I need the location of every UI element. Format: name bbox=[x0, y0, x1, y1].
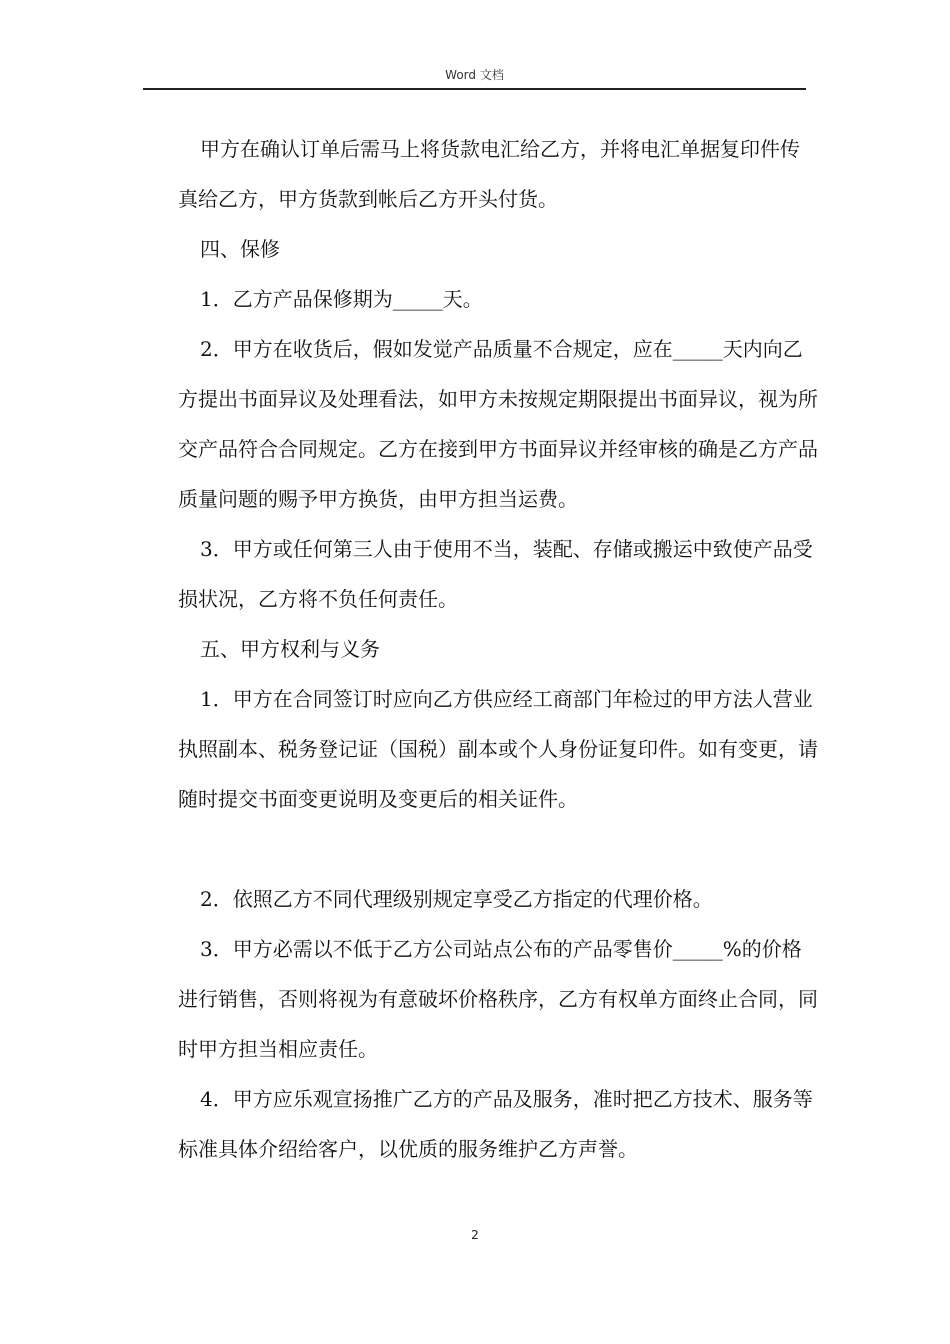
paragraph-warranty-3: 3．甲方或任何第三人由于使用不当，装配、存储或搬运中致使产品受损状况，乙方将不负任何责任。 bbox=[178, 537, 813, 611]
paragraph-payment: 甲方在确认订单后需马上将货款电汇给乙方，并将电汇单据复印件传真给乙方，甲方货款到帐后乙方开头付货。 bbox=[178, 137, 800, 211]
blank-line bbox=[178, 824, 818, 874]
page-header bbox=[143, 64, 806, 90]
header-title: Word 文档 bbox=[445, 68, 504, 82]
paragraph-rights-1: 1．甲方在合同签订时应向乙方供应经工商部门年检过的甲方法人营业执照副本、税务登记证（国税）副本或个人身份证复印件。如有变更，请随时提交书面变更说明及变更后的相关证件。 bbox=[178, 687, 818, 811]
section-heading-party-a-rights: 五、甲方权利与义务 bbox=[200, 637, 380, 661]
paragraph-rights-2: 2．依照乙方不同代理级别规定享受乙方指定的代理价格。 bbox=[200, 887, 713, 911]
paragraph-warranty-1: 1．乙方产品保修期为_____天。 bbox=[200, 287, 483, 311]
paragraph-rights-3: 3．甲方必需以不低于乙方公司站点公布的产品零售价_____%的价格进行销售，否则将视为有意破坏价格秩序，乙方有权单方面终止合同，同时甲方担当相应责任。 bbox=[178, 937, 818, 1061]
section-heading-warranty: 四、保修 bbox=[200, 237, 280, 261]
page-number: 2 bbox=[471, 1228, 479, 1242]
paragraph-rights-4: 4．甲方应乐观宣扬推广乙方的产品及服务，准时把乙方技术、服务等标准具体介绍给客户，以优质的服务维护乙方声誉。 bbox=[178, 1087, 813, 1161]
document-body bbox=[178, 124, 818, 1174]
paragraph-warranty-2: 2．甲方在收货后，假如发觉产品质量不合规定，应在_____天内向乙方提出书面异议及处理看法，如甲方未按规定期限提出书面异议，视为所交产品符合合同规定。乙方在接到甲方书面异议并经审核的确是乙方产品质量问题的赐予甲方换货，由甲方担当运费。 bbox=[178, 337, 818, 511]
